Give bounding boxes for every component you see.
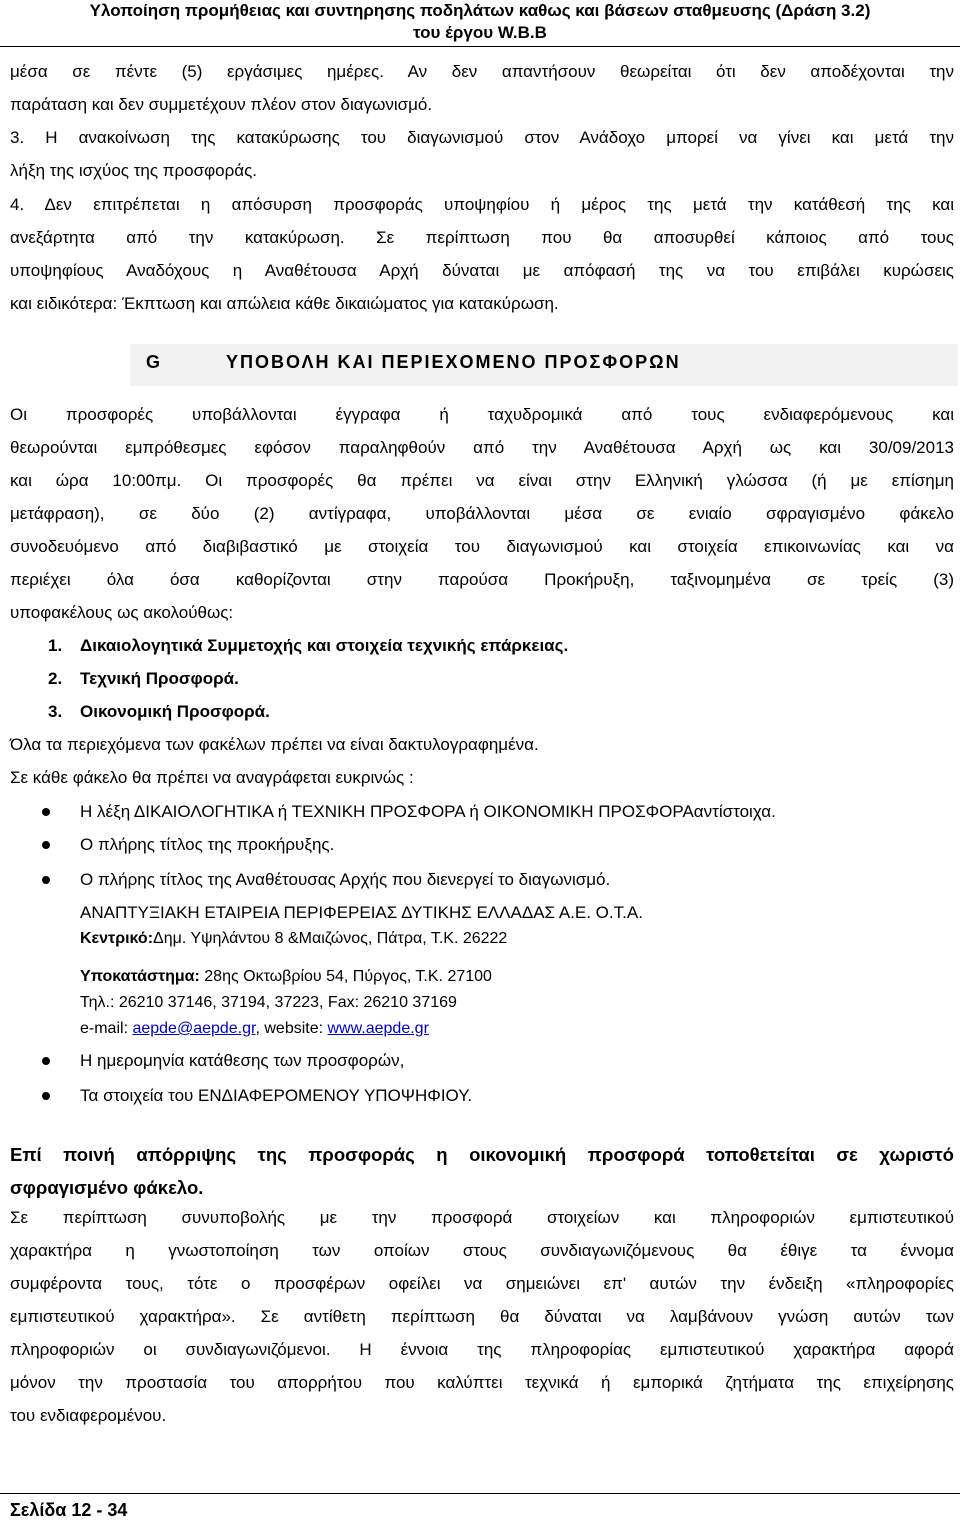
bullet-icon: [42, 1092, 50, 1100]
page-number: Σελίδα 12 - 34: [10, 1500, 128, 1520]
list-text: Δικαιολογητικά Συμμετοχής και στοιχεία τεχνικής επάρκειας.: [80, 636, 569, 655]
bullet-text: Ο πλήρης τίτλος της Αναθέτουσας Αρχής που διενεργεί το διαγωνισμό.: [80, 870, 611, 889]
body-line: μετάφραση), σε δύο (2) αντίγραφα, υποβάλλονται μέσα σε ενιαίο σφραγισμένο φάκελο: [10, 504, 954, 523]
address-hq-label: Κεντρικό:: [80, 930, 154, 947]
warning-line: Επί ποινή απόρριψης της προσφοράς η οικονομική προσφορά τοποθετείται σε χωριστό: [10, 1144, 954, 1165]
list-number: 3.: [48, 702, 63, 721]
list-number: 2.: [48, 669, 63, 688]
address-branch-value: 28ης Οκτωβρίου 54, Πύργος, Τ.Κ. 27100: [199, 968, 492, 985]
list-text: Τεχνική Προσφορά.: [80, 669, 239, 688]
website-label: , website:: [255, 1020, 328, 1037]
paragraph-line: λήξη της ισχύος της προσφοράς.: [10, 161, 258, 180]
address-branch: [80, 964, 492, 990]
body-line: υποφακέλους ως ακολούθως:: [10, 603, 234, 622]
paragraph-line: 4. Δεν επιτρέπεται η απόσυρση προσφοράς υποψηφίου ή μέρος της μετά την κατάθεσή της και: [10, 195, 954, 214]
address-hq: [80, 926, 507, 952]
final-line: χαρακτήρα η γνωστοποίηση των οποίων στους συνδιαγωνιζόμενους θα έθιγε τα έννομα: [10, 1241, 954, 1260]
bullet-text: Η λέξη ΔΙΚΑΙΟΛΟΓΗΤΙΚΑ ή ΤΕΧΝΙΚΗ ΠΡΟΣΦΟΡΑ ή ΟΙΚΟΝΟΜΙΚΗ ΠΡΟΣΦΟΡΑαντίστοιχα.: [80, 802, 776, 821]
email-label: e-mail:: [80, 1020, 133, 1037]
list-item: [48, 629, 568, 662]
paragraph-line: υποψηφίους Αναδόχους η Αναθέτουσα Αρχή δύναται με απόφασή της να του επιβάλει κυρώσεις: [10, 261, 954, 280]
final-line: συμφέροντα τους, τότε ο προσφέρων οφείλει να σημειώνει επ' αυτών την ένδειξη «πληροφορίες: [10, 1274, 954, 1293]
address-phone: Τηλ.: 26210 37146, 37194, 37223, Fax: 26210 37169: [80, 994, 457, 1011]
header-title-line2: του έργου W.B.B: [413, 23, 547, 42]
bullet-icon: [42, 808, 50, 816]
paragraph-line: και ειδικότερα: Έκπτωση και απώλεια κάθε δικαιώματος για κατακύρωση.: [10, 294, 559, 313]
body-line: Οι προσφορές υποβάλλονται έγγραφα ή ταχυδρομικά από τους ενδιαφερόμενους και: [10, 405, 954, 424]
warning-line: σφραγισμένο φάκελο.: [10, 1177, 204, 1198]
final-line: μόνον την προστασία του απορρήτου που καλύπτει τεχνικά ή εμπορικά ζητήματα της επιχείρησης: [10, 1373, 954, 1392]
paragraph-line: 3. Η ανακοίνωση της κατακύρωσης του διαγωνισμού στον Ανάδοχο μπορεί να γίνει και μετά την: [10, 128, 954, 147]
bullet-text: Η ημερομηνία κατάθεσης των προσφορών,: [80, 1051, 405, 1070]
paragraph-line: Όλα τα περιεχόμενα των φακέλων πρέπει να είναι δακτυλογραφημένα.: [10, 735, 539, 754]
list-number: 1.: [48, 636, 63, 655]
address-branch-label: Υποκατάστημα:: [80, 968, 200, 985]
section-title: ΥΠΟΒΟΛΗ ΚΑΙ ΠΕΡΙΕΧΟΜΕΝΟ ΠΡΟΣΦΟΡΩΝ: [226, 352, 681, 372]
address-org: ΑΝΑΠΤΥΞΙΑΚΗ ΕΤΑΙΡΕΙΑ ΠΕΡΙΦΕΡΕΙΑΣ ΔΥΤΙΚΗΣ ΕΛΛΑΔΑΣ Α.Ε. Ο.Τ.Α.: [80, 903, 643, 922]
address-hq-value: Δημ. Υψηλάντου 8 &Μαιζώνος, Πάτρα, Τ.Κ. 26222: [153, 930, 508, 947]
header-title-line1: Υλοποίηση προμήθειας και συντηρησης ποδηλάτων καθως και βάσεων σταθμευσης (Δράση 3.2): [89, 1, 871, 20]
list-text: Οικονομική Προσφορά.: [80, 702, 270, 721]
final-line: πληροφοριών οι συνδιαγωνιζόμενοι. Η έννοια της πληροφορίας εμπιστευτικού χαρακτήρα αφορά: [10, 1340, 954, 1359]
section-number: G: [146, 352, 161, 372]
bullet-icon: [42, 1057, 50, 1065]
list-item: [48, 662, 239, 695]
address-contact: [80, 1016, 429, 1042]
list-item: [48, 695, 270, 728]
bullet-icon: [42, 841, 50, 849]
bullet-text: Ο πλήρης τίτλος της προκήρυξης.: [80, 835, 335, 854]
page-header: [0, 0, 960, 44]
paragraph-line: Σε κάθε φάκελο θα πρέπει να αναγράφεται ευκρινώς :: [10, 768, 414, 787]
email-link[interactable]: aepde@aepde.gr: [132, 1020, 256, 1037]
final-line: του ενδιαφερομένου.: [10, 1406, 167, 1425]
bullet-text: Τα στοιχεία του ΕΝΔΙΑΦΕΡΟΜΕΝΟΥ ΥΠΟΨΗΦΙΟΥ.: [80, 1086, 473, 1105]
footer-divider: [0, 1493, 960, 1494]
body-line: συνοδευόμενο από διαβιβαστικό με στοιχεία του διαγωνισμού και στοιχεία επικοινωνίας και να: [10, 537, 954, 556]
paragraph-line: μέσα σε πέντε (5) εργάσιμες ημέρες. Αν δεν απαντήσουν θεωρείται ότι δεν αποδέχονται την: [10, 62, 954, 81]
header-divider: [0, 46, 960, 47]
paragraph-line: ανεξάρτητα από την κατακύρωση. Σε περίπτωση που θα αποσυρθεί κάποιος από τους: [10, 228, 954, 247]
final-line: Σε περίπτωση συνυποβολής με την προσφορά στοιχείων και πληροφοριών εμπιστευτικού: [10, 1208, 954, 1227]
body-line: περιέχει όλα όσα καθορίζονται στην παρούσα Προκήρυξη, ταξινομημένα σε τρείς (3): [10, 570, 954, 589]
website-link[interactable]: www.aepde.gr: [327, 1020, 429, 1037]
final-line: εμπιστευτικού χαρακτήρα». Σε αντίθετη περίπτωση θα δύναται να λαμβάνουν γνώση αυτών των: [10, 1307, 954, 1326]
section-heading: [130, 344, 958, 386]
body-line: θεωρούνται εμπρόθεσμες εφόσον παραληφθούν από την Αναθέτουσα Αρχή ως και 30/09/2013: [10, 438, 954, 457]
paragraph-line: παράταση και δεν συμμετέχουν πλέον στον διαγωνισμό.: [10, 95, 433, 114]
bullet-icon: [42, 876, 50, 884]
body-line: και ώρα 10:00πμ. Οι προσφορές θα πρέπει να είναι στην Ελληνική γλώσσα (ή με επίσημη: [10, 471, 954, 490]
